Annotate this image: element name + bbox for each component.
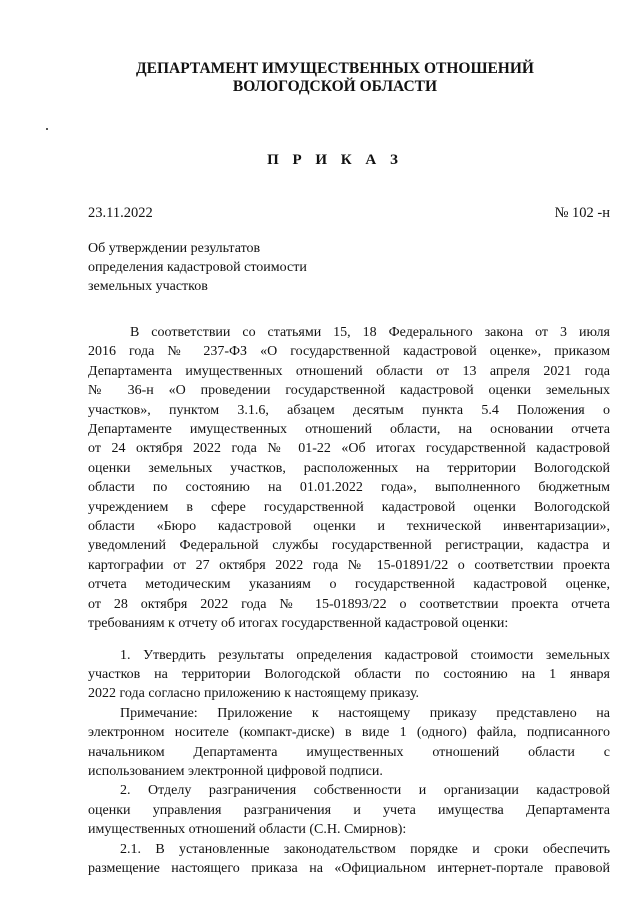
scan-speck [46, 128, 48, 130]
text-line: 2.1. В установленные законодательством порядке и сроки обеспечить [120, 841, 610, 857]
text-line: 2. Отделу разграничения собственности и организации кадастровой [120, 783, 610, 799]
document-subject [88, 239, 307, 296]
text-line: оценки земельных участков, расположенных на территории Вологодской [88, 460, 610, 476]
subject-line: Об утверждении результатов [88, 241, 261, 256]
text-line: электронном носителе (компакт-диске) в виде 1 (одного) файла, подписанного [88, 725, 610, 741]
document-date: 23.11.2022 [88, 205, 153, 221]
paragraph-gap [88, 634, 610, 646]
text-line: Примечание: Приложение к настоящему приказу представлено на [120, 705, 610, 721]
department-line-1: ДЕПАРТАМЕНТ ИМУЩЕСТВЕННЫХ ОТНОШЕНИЙ [136, 60, 534, 77]
text-line: оценки управления разграничения и учета имущества Департамента [88, 802, 610, 818]
text-line: уведомлений Федеральной службы государственной регистрации, кадастра и [88, 538, 610, 554]
text-line: Департаменте имущественных отношений области, на основании отчета [88, 422, 610, 438]
item-1-paragraph [88, 646, 610, 704]
text-line: размещение настоящего приказа на «Официальном интернет-портале правовой [88, 860, 610, 876]
text-line: 2022 года согласно приложению к настоящему приказу. [88, 686, 420, 702]
text-line: области «Бюро кадастровой оценки и технической инвентаризации», [88, 519, 610, 535]
text-line: картографии от 27 октября 2022 года № 15-01891/22 о соответствии проекта [88, 557, 610, 573]
text-line: В соответствии со статьями 15, 18 Федерального закона от 3 июля [130, 325, 610, 340]
preamble-paragraph [88, 323, 610, 634]
text-line: отчета методическим указаниям о государственной кадастровой оценке, [88, 577, 610, 593]
item-2-1-paragraph [88, 840, 610, 879]
text-line: области по состоянию на 01.01.2022 года», выполненного бюджетным [88, 480, 610, 496]
text-line: имущественных отношений области (С.Н. Смирнов): [88, 822, 407, 838]
document-type: П Р И К А З [267, 152, 403, 168]
text-line: требованиям к отчету об итогах государственной кадастровой оценки: [88, 616, 509, 632]
item-2-paragraph [88, 781, 610, 839]
text-line: участков на территории Вологодской области по состоянию на 1 января [88, 666, 610, 682]
department-line-2: ВОЛОГОДСКОЙ ОБЛАСТИ [232, 78, 438, 95]
subject-line: определения кадастровой стоимости [88, 260, 307, 275]
text-line: начальником Департамента имущественных отношений области с [88, 744, 610, 760]
text-line: Департамента имущественных отношений области от 13 апреля 2021 года [88, 363, 610, 379]
text-line: 1. Утвердить результаты определения кадастровой стоимости земельных [120, 647, 610, 663]
note-paragraph [88, 704, 610, 782]
text-line: участков», пунктом 3.1.6, абзацем десятым пункта 5.4 Положения о [88, 402, 610, 418]
document-body [88, 323, 610, 878]
department-name [60, 60, 610, 96]
document-number: № 102 -н [554, 205, 610, 221]
text-line: использованием электронной цифровой подписи. [88, 763, 383, 779]
text-line: от 24 октября 2022 года № 01-22 «Об итогах государственной кадастровой [88, 441, 610, 457]
text-line: от 28 октября 2022 года № 15-01893/22 о соответствии проекта отчета [88, 596, 610, 612]
text-line: 2016 года № 237-ФЗ «О государственной кадастровой оценке», приказом [88, 344, 610, 360]
subject-line: земельных участков [88, 279, 208, 294]
text-line: № 36-н «О проведении государственной кадастровой оценки земельных [88, 383, 610, 399]
text-line: учреждением в сфере государственной кадастровой оценки Вологодской [88, 499, 610, 515]
